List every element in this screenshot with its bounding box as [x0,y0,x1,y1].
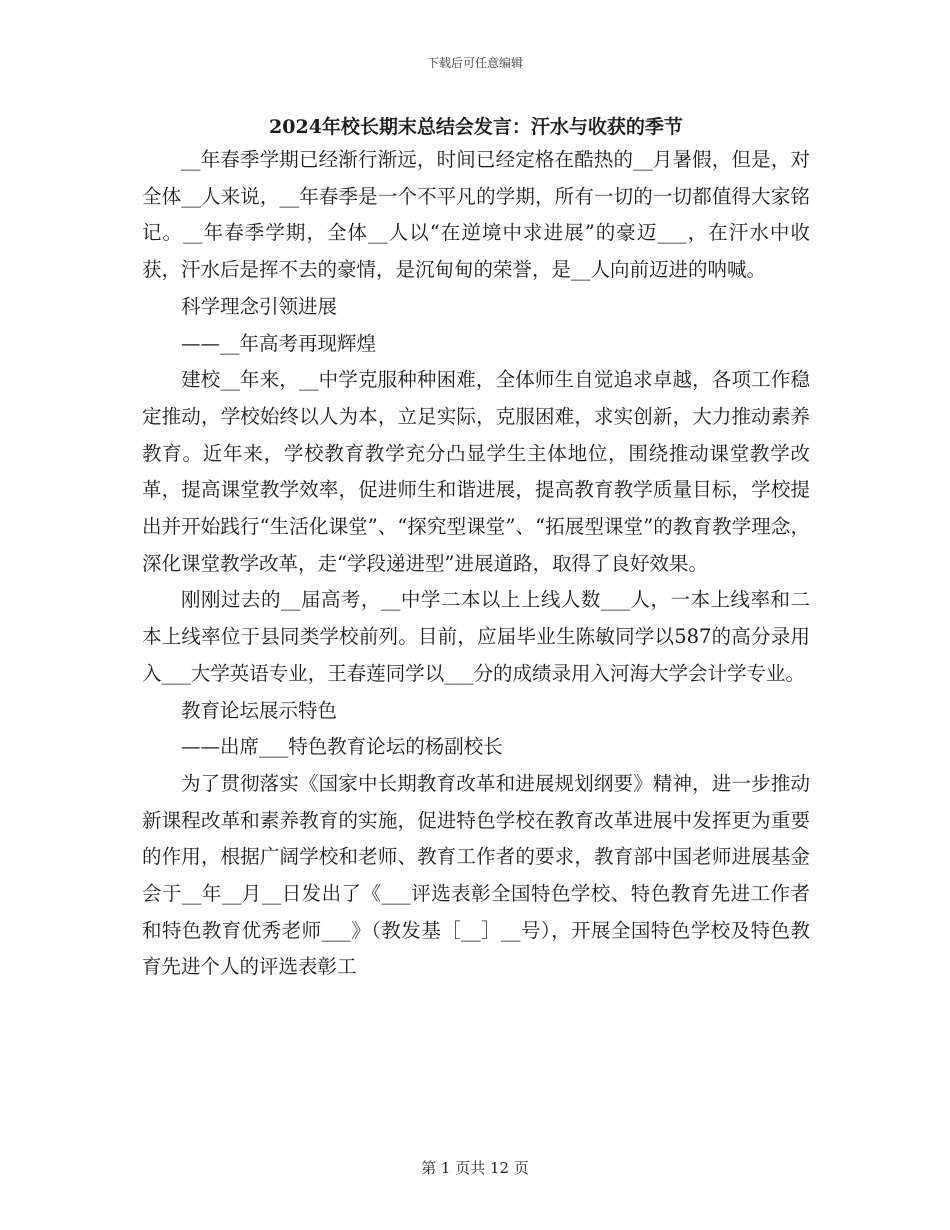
section-subheading-forum: ——出席___特色教育论坛的杨副校长 [181,735,503,759]
page-number-footer: 第 1 页共 12 页 [421,1159,529,1177]
header-note: 下载后可任意编辑 [426,56,523,70]
section-subheading-gaokao: ——__年高考再现辉煌 [181,331,377,355]
paragraph-school-history: 建校__年来，__中学克服种种困难，全体师生自觉追求卓越，各项工作稳定推动，学校始终以人为本，立足实际，克服困难，求实创新，大力推动素养教育。近年来，学校教育教学充分凸显学生主体地位，围绕推动课堂教学改革，提高课堂教学效率，促进师生和谐进展，提高教育教学质量目标，学校提出并开始践行“生活化课堂”、“探究型课堂”、“拓展型课堂”的教育教学理念，深化课堂教学改革，走“学段递进型”进展道路，取得了良好效果。 [142,368,810,575]
paragraph-intro: __年春季学期已经渐行渐远，时间已经定格在酷热的__月暑假，但是，对全体__人来说，__年春季是一个不平凡的学期，所有一切的一切都值得大家铭记。__年春季学期，全体__人以“在逆境中求进展”的豪迈___，在汗水中收获，汗水后是挥不去的豪情，是沉甸甸的荣誉，是__人向前迈进的呐喊。 [142,148,810,282]
document-title: 2024年校长期末总结会发言：汗水与收获的季节 [269,116,683,138]
section-heading-forum: 教育论坛展示特色 [181,698,338,722]
document-body [142,112,810,986]
paragraph-gaokao-results: 刚刚过去的__届高考，__中学二本以上上线人数___人，一本上线率和二本上线率位于县同类学校前列。目前，应届毕业生陈敏同学以587的高分录用入___大学英语专业，王春莲同学以___分的成绩录用入河海大学会计学专业。 [142,588,810,685]
paragraph-forum-details: 为了贯彻落实《国家中长期教育改革和进展规划纲要》精神，进一步推动新课程改革和素养教育的实施，促进特色学校在教育改革进展中发挥更为重要的作用，根据广阔学校和老师、教育工作者的要求，教育部中国老师进展基金会于__年__月__日发出了《___评选表彰全国特色学校、特色教育先进工作者和特色教育优秀老师___》（教发基［__］__号），开展全国特色学校及特色教育先进个人的评选表彰工 [142,771,810,979]
section-heading-science: 科学理念引领进展 [181,294,338,318]
